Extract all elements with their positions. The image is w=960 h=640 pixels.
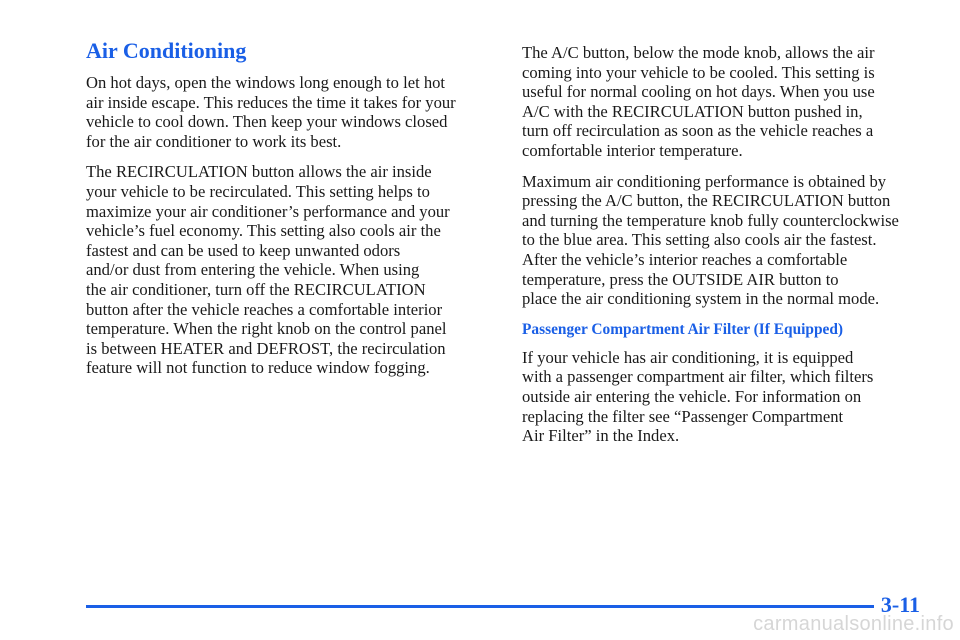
paragraph-max-performance	[522, 172, 932, 309]
watermark: carmanualsonline.info	[753, 613, 954, 635]
paragraph-air-filter	[522, 348, 932, 446]
left-column	[86, 38, 496, 389]
text-line: useful for normal cooling on hot days. When you use	[522, 82, 875, 102]
text-line: Air Filter” in the Index.	[522, 426, 680, 446]
text-line: feature will not function to reduce window fogging.	[86, 358, 430, 378]
text-line: If your vehicle has air conditioning, it is equipped	[522, 347, 854, 367]
text-line: air inside escape. This reduces the time it takes for your	[86, 92, 456, 112]
subsection-heading: Passenger Compartment Air Filter (If Equipped)	[522, 320, 844, 338]
text-line: temperature. When the right knob on the control panel	[86, 319, 447, 339]
text-line: turn off recirculation as soon as the vehicle reaches a	[522, 121, 874, 141]
text-line: outside air entering the vehicle. For information on	[522, 386, 862, 406]
text-line: temperature, press the OUTSIDE AIR button to	[522, 269, 839, 289]
text-line: your vehicle to be recirculated. This setting helps to	[86, 181, 430, 201]
text-line: coming into your vehicle to be cooled. This setting is	[522, 62, 875, 82]
footer-divider	[86, 605, 874, 608]
text-line: and turning the temperature knob fully counterclockwise	[522, 210, 899, 230]
text-line: The RECIRCULATION button allows the air inside	[86, 162, 432, 182]
text-line: button after the vehicle reaches a comfortable interior	[86, 299, 443, 319]
text-line: fastest and can be used to keep unwanted odors	[86, 240, 401, 260]
text-line: Maximum air conditioning performance is obtained by	[522, 171, 887, 191]
text-line: maximize your air conditioner’s performance and your	[86, 201, 450, 221]
right-column	[522, 43, 932, 457]
text-line: for the air conditioner to work its best.	[86, 131, 342, 151]
text-line: with a passenger compartment air filter, which filters	[522, 367, 874, 387]
text-line: to the blue area. This setting also cools air the fastest.	[522, 230, 877, 250]
text-line: comfortable interior temperature.	[522, 140, 743, 160]
paragraph-recirculation	[86, 162, 496, 378]
text-line: the air conditioner, turn off the RECIRCULATION	[86, 279, 426, 299]
text-line: After the vehicle’s interior reaches a comfortable	[522, 249, 848, 269]
text-line: and/or dust from entering the vehicle. When using	[86, 260, 420, 280]
paragraph-hot-days	[86, 73, 496, 151]
page-number: 3-11	[880, 592, 920, 617]
text-line: The A/C button, below the mode knob, allows the air	[522, 43, 875, 62]
text-line: vehicle’s fuel economy. This setting also cools air the	[86, 221, 441, 241]
text-line: pressing the A/C button, the RECIRCULATION button	[522, 191, 891, 211]
text-line: is between HEATER and DEFROST, the recirculation	[86, 338, 446, 358]
text-line: vehicle to cool down. Then keep your windows closed	[86, 112, 448, 132]
paragraph-ac-button	[522, 43, 932, 161]
text-line: A/C with the RECIRCULATION button pushed in,	[522, 101, 863, 121]
text-line: place the air conditioning system in the normal mode.	[522, 289, 880, 309]
text-line: On hot days, open the windows long enough to let hot	[86, 73, 446, 92]
text-line: replacing the filter see “Passenger Compartment	[522, 406, 844, 426]
section-heading: Air Conditioning	[86, 38, 247, 63]
